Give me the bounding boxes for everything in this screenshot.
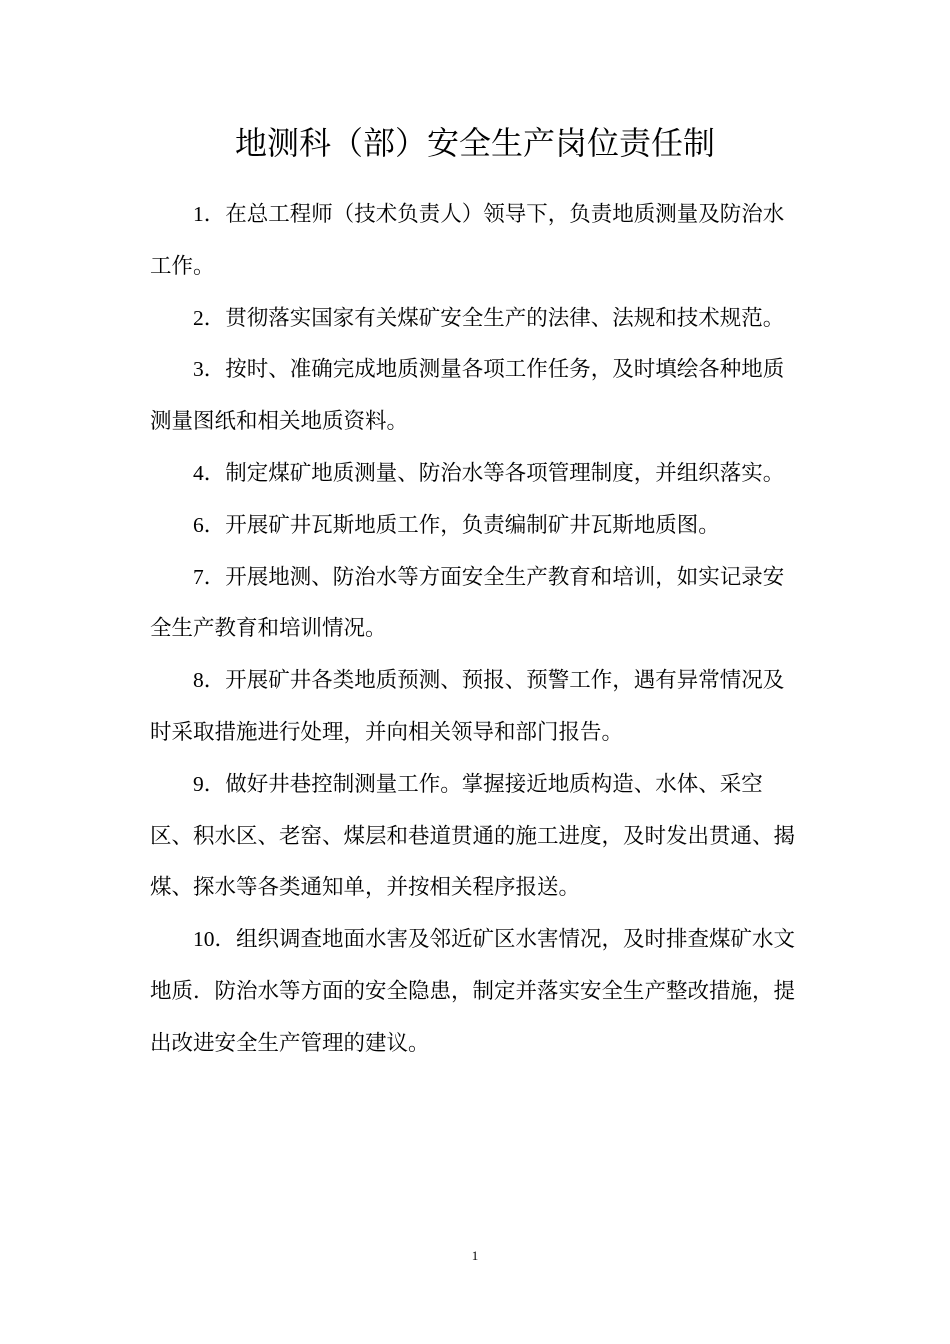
paragraph-8 (150, 655, 800, 759)
paragraph-9 (150, 759, 800, 914)
paragraph-text: ．在总工程师（技术负责人）领导下，负责地质测量及防治水工作。 (150, 202, 785, 279)
paragraph-1 (150, 189, 800, 293)
paragraph-number: 1 (193, 202, 204, 226)
paragraph-6 (150, 500, 800, 552)
document-body (150, 189, 800, 1070)
paragraph-number: 2 (193, 305, 204, 330)
paragraph-3 (150, 344, 800, 448)
paragraph-text: ．制定煤矿地质测量、防治水等各项管理制度，并组织落实。 (203, 460, 785, 486)
paragraph-7 (150, 552, 800, 656)
document-title: 地测科（部）安全生产岗位责任制 (234, 124, 715, 162)
paragraph-text: ．组织调查地面水害及邻近矿区水害情况，及时排查煤矿水文地质．防治水等方面的安全隐患，制定并落实安全生产整改措施，提出改进安全生产管理的建议。 (150, 927, 796, 1056)
paragraph-number: 4 (193, 460, 204, 485)
paragraph-text: ．贯彻落实国家有关煤矿安全生产的法律、法规和技术规范。 (203, 305, 785, 331)
paragraph-number: 7 (193, 564, 204, 589)
paragraph-text: ．开展矿井瓦斯地质工作，负责编制矿井瓦斯地质图。 (203, 512, 720, 538)
paragraph-text: ．按时、准确完成地质测量各项工作任务，及时填绘各种地质测量图纸和相关地质资料。 (150, 357, 785, 435)
paragraph-2 (150, 293, 800, 345)
paragraph-number: 9 (193, 771, 204, 796)
paragraph-number: 8 (193, 668, 204, 693)
paragraph-number: 6 (193, 512, 204, 537)
paragraph-text: ．开展地测、防治水等方面安全生产教育和培训，如实记录安全生产教育和培训情况。 (150, 564, 785, 642)
paragraph-number: 10 (193, 927, 215, 952)
paragraph-text: ．做好井巷控制测量工作。掌握接近地质构造、水体、采空区、积水区、老窑、煤层和巷道贯通的施工进度，及时发出贯通、揭煤、探水等各类通知单，并按相关程序报送。 (150, 771, 796, 901)
paragraph-10 (150, 914, 800, 1069)
paragraph-4 (150, 448, 800, 500)
page-number: 1 (471, 1248, 479, 1263)
paragraph-number: 3 (193, 357, 204, 382)
paragraph-text: ．开展矿井各类地质预测、预报、预警工作，遇有异常情况及时采取措施进行处理，并向相关领导和部门报告。 (150, 668, 785, 745)
